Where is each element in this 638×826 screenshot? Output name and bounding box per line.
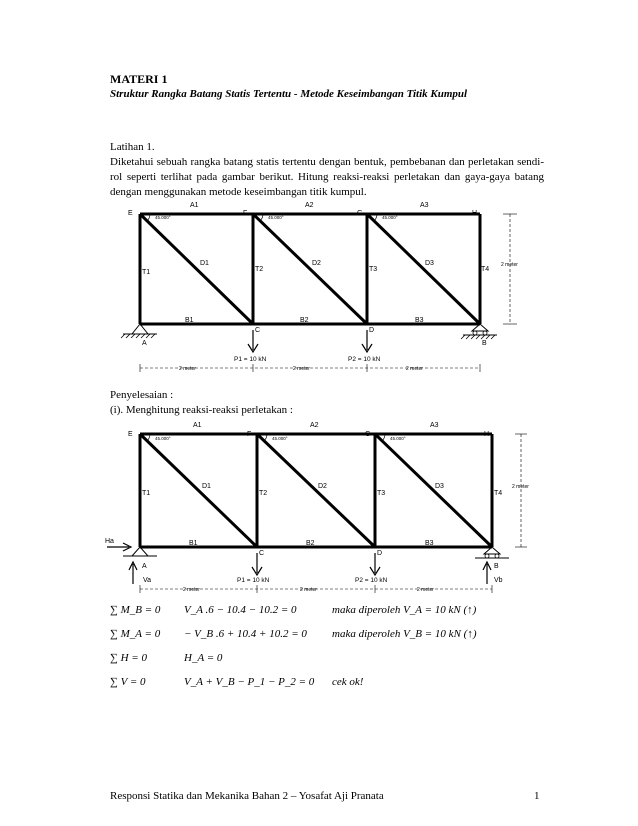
span-label: 2 meter (179, 366, 196, 372)
label-d1: D1 (200, 260, 209, 267)
label-a3: A3 (420, 202, 429, 209)
label-d2: D2 (318, 483, 327, 490)
angle-label: 45.000° (390, 436, 406, 441)
footer-text: Responsi Statika dan Mekanika Bahan 2 – Yosafat Aji Pranata (110, 790, 384, 802)
label-b2: B2 (306, 540, 315, 547)
equation-middle: V_A .6 − 10.4 − 10.2 = 0 (184, 604, 297, 616)
span-label: 2 meter (183, 587, 200, 593)
node-g: G (357, 210, 363, 217)
label-b3: B3 (425, 540, 434, 547)
load-p2: P2 = 10 kN (355, 577, 388, 584)
height-label: 2 meter (501, 262, 518, 268)
reaction-ha-label: Ha (105, 538, 114, 545)
equation-right: maka diperoleh V_B = 10 kN (↑) (332, 628, 477, 640)
load-p2: P2 = 10 kN (348, 356, 381, 363)
load-p1: P1 = 10 kN (237, 577, 270, 584)
node-d: D (369, 327, 375, 334)
truss-figure-2 (105, 418, 545, 596)
member-d2 (257, 434, 375, 547)
span-label: 2 meter (406, 366, 423, 372)
height-dimension (503, 214, 517, 324)
equation-left: ∑ V = 0 (110, 676, 146, 688)
span-label: 2 meter (293, 366, 310, 372)
equation-left: ∑ M_B = 0 (110, 604, 161, 616)
node-c: C (259, 550, 265, 557)
document-title: MATERI 1 (110, 72, 168, 86)
span-label: 2 meter (417, 587, 434, 593)
span-label: 2 meter (300, 587, 317, 593)
equation-middle: H_A = 0 (184, 652, 223, 664)
node-h: H (472, 210, 478, 217)
member-d2 (253, 214, 367, 324)
node-c: C (255, 327, 261, 334)
equation-right: maka diperoleh V_A = 10 kN (↑) (332, 604, 477, 616)
height-label: 2 meter (512, 484, 529, 490)
node-g: G (365, 431, 371, 438)
node-a: A (142, 340, 147, 347)
load-arrows (252, 553, 380, 575)
label-t3: T3 (377, 490, 386, 497)
label-a1: A1 (193, 422, 202, 429)
label-b3: B3 (415, 317, 424, 324)
pin-support-a (121, 324, 157, 338)
solution-heading: Penyelesaian : (110, 389, 174, 401)
angle-label: 45.000° (268, 215, 284, 220)
label-d2: D2 (312, 260, 321, 267)
document-subtitle: Struktur Rangka Batang Statis Tertentu - Metode Keseimbangan Titik Kumpul (110, 88, 468, 100)
node-d: D (377, 550, 383, 557)
node-e: E (128, 431, 133, 438)
label-t3: T3 (369, 266, 378, 273)
label-t2: T2 (255, 266, 264, 273)
label-a1: A1 (190, 202, 199, 209)
exercise-text: Diketahui sebuah rangka batang statis tertentu dengan bentuk, pembebanan dan perletakan sendi-rol seperti terlihat pada gambar berikut. Hitung reaksi-reaksi perletakan dan gaya-gaya batang dengan menggunakan metode keseimbangan titik kumpul. (110, 156, 544, 198)
label-a2: A2 (310, 422, 319, 429)
exercise-heading: Latihan 1. (110, 141, 155, 153)
member-d1 (140, 434, 257, 547)
truss-members (140, 214, 480, 324)
roller-support-b (461, 324, 497, 339)
equation-right: cek ok! (332, 676, 364, 688)
label-a2: A2 (305, 202, 314, 209)
height-dimension (515, 434, 527, 547)
angle-label: 45.000° (272, 436, 288, 441)
node-f: F (247, 431, 252, 438)
load-arrows (248, 330, 372, 352)
equation-middle: V_A + V_B − P_1 − P_2 = 0 (184, 676, 315, 688)
equation-left: ∑ M_A = 0 (110, 628, 161, 640)
member-d3 (375, 434, 492, 547)
label-d3: D3 (435, 483, 444, 490)
label-b2: B2 (300, 317, 309, 324)
angle-label: 45.000° (155, 436, 171, 441)
angle-label: 45.000° (382, 215, 398, 220)
label-a3: A3 (430, 422, 439, 429)
truss-figure-1 (105, 198, 545, 376)
equation-middle: − V_B .6 + 10.4 + 10.2 = 0 (184, 628, 307, 640)
label-d1: D1 (202, 483, 211, 490)
reaction-arrows (107, 543, 491, 584)
node-h: H (484, 431, 490, 438)
page-number: 1 (534, 790, 540, 802)
member-d3 (367, 214, 480, 324)
node-f: F (243, 210, 248, 217)
label-b1: B1 (185, 317, 194, 324)
label-d3: D3 (425, 260, 434, 267)
node-b: B (494, 563, 499, 570)
reaction-vb-label: Vb (494, 577, 503, 584)
node-e: E (128, 210, 133, 217)
solution-step-1: (i). Menghitung reaksi-reaksi perletakan : (110, 404, 293, 416)
angle-label: 45.000° (155, 215, 171, 220)
member-d1 (140, 214, 253, 324)
label-t1: T1 (142, 490, 151, 497)
reaction-va-label: Va (143, 577, 152, 584)
label-b1: B1 (189, 540, 198, 547)
label-t4: T4 (494, 490, 503, 497)
truss-members (140, 434, 492, 547)
label-t2: T2 (259, 490, 268, 497)
equation-left: ∑ H = 0 (110, 652, 147, 664)
node-a: A (142, 563, 147, 570)
node-b: B (482, 340, 487, 347)
label-t1: T1 (142, 269, 151, 276)
load-p1: P1 = 10 kN (234, 356, 267, 363)
roller-support-b (475, 547, 509, 558)
label-t4: T4 (481, 266, 490, 273)
